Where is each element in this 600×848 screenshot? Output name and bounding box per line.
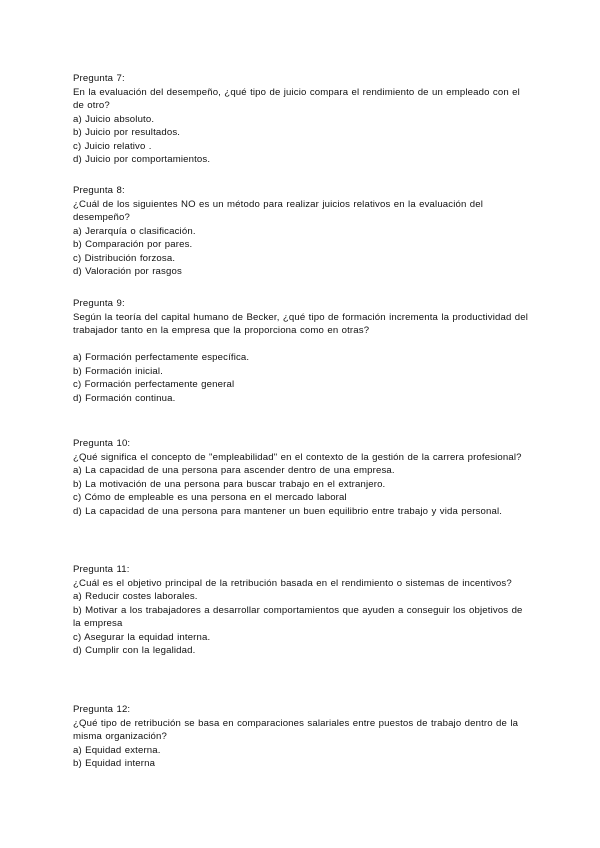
question-11 (73, 563, 533, 658)
answer-option-a: a) Reducir costes laborales. (73, 591, 198, 602)
question-title: Pregunta 12: (73, 704, 131, 715)
question-title: Pregunta 10: (73, 438, 131, 449)
answer-option-a: a) La capacidad de una persona para ascender dentro de una empresa. (73, 465, 395, 476)
question-text: ¿Qué tipo de retribución se basa en comparaciones salariales entre puestos de trabajo dentro de la misma organización? (73, 717, 519, 742)
question-text: ¿Cuál es el objetivo principal de la retribución basada en el rendimiento o sistemas de incentivos? (73, 577, 512, 589)
answer-option-b: b) Juicio por resultados. (73, 127, 181, 138)
answer-option-d: d) Juicio por comportamientos. (73, 154, 211, 165)
blank-line (73, 338, 533, 352)
answer-option-d: d) La capacidad de una persona para mantener un buen equilibrio entre trabajo y vida personal. (73, 505, 503, 517)
question-title: Pregunta 9: (73, 298, 125, 309)
answer-option-b: b) Equidad interna (73, 758, 156, 769)
question-text: En la evaluación del desempeño, ¿qué tipo de juicio compara el rendimiento de un empleado con el de otro? (73, 86, 520, 111)
answer-option-d: d) Formación continua. (73, 392, 176, 404)
question-title: Pregunta 8: (73, 185, 125, 196)
question-text: ¿Qué significa el concepto de "empleabilidad" en el contexto de la gestión de la carrera profesional? (73, 451, 522, 463)
question-title: Pregunta 7: (73, 73, 125, 84)
answer-option-c: c) Juicio relativo . (73, 140, 152, 152)
answer-option-a: a) Jerarquía o clasificación. (73, 225, 196, 237)
answer-option-a: a) Equidad externa. (73, 744, 161, 756)
answer-option-b: b) Motivar a los trabajadores a desarrollar comportamientos que ayuden a conseguir los objetivos de la empresa (73, 604, 523, 629)
question-12 (73, 703, 533, 771)
question-text: Según la teoría del capital humano de Becker, ¿qué tipo de formación incrementa la productividad del trabajador tanto en la empresa que la proporciona como en otras? (73, 311, 529, 336)
question-8 (73, 184, 533, 279)
answer-option-c: c) Formación perfectamente general (73, 379, 235, 390)
answer-option-d: d) Valoración por rasgos (73, 266, 182, 277)
answer-option-c: c) Asegurar la equidad interna. (73, 631, 211, 643)
answer-option-b: b) Comparación por pares. (73, 239, 193, 250)
question-title: Pregunta 11: (73, 564, 130, 575)
question-text: ¿Cuál de los siguientes NO es un método para realizar juicios relativos en la evaluación del desempeño? (73, 198, 484, 223)
question-10 (73, 437, 543, 518)
answer-option-a: a) Juicio absoluto. (73, 113, 155, 125)
question-7 (73, 72, 533, 167)
answer-option-b: b) La motivación de una persona para buscar trabajo en el extranjero. (73, 478, 386, 490)
answer-option-c: c) Distribución forzosa. (73, 252, 176, 264)
answer-option-b: b) Formación inicial. (73, 365, 163, 377)
question-9 (73, 297, 533, 405)
answer-option-c: c) Cómo de empleable es una persona en el mercado laboral (73, 492, 347, 503)
answer-option-d: d) Cumplir con la legalidad. (73, 645, 196, 656)
answer-option-a: a) Formación perfectamente específica. (73, 352, 250, 363)
